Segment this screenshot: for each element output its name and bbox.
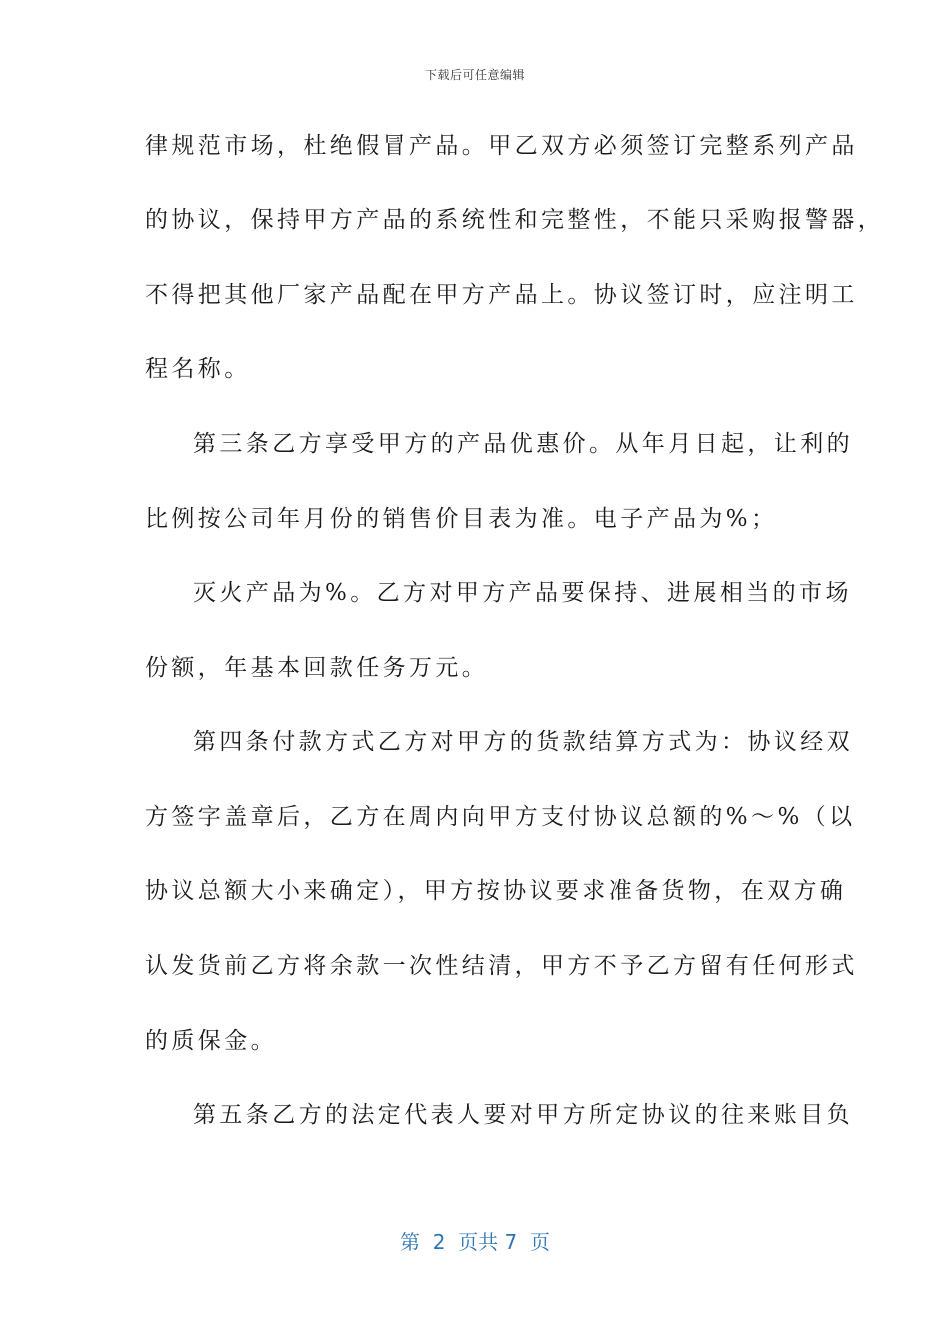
paragraph-start-line: 第三条乙方享受甲方的产品优惠价。从年月日起，让利的	[193, 431, 853, 457]
page-number-footer: 第 2 页共 7 页	[400, 1230, 550, 1254]
text-line: 协议总额大小来确定），甲方按协议要求准备货物，在双方确	[145, 878, 847, 904]
text-line: 方签字盖章后，乙方在周内向甲方支付协议总额的%～%（以	[145, 804, 856, 830]
text-line: 律规范市场，杜绝假冒产品。甲乙双方必须签订完整系列产品	[145, 133, 858, 159]
text-line: 比例按公司年月份的销售价目表为准。电子产品为%；	[145, 506, 778, 532]
paragraph-start-line: 第四条付款方式乙方对甲方的货款结算方式为：协议经双	[193, 729, 853, 755]
text-line: 份额，年基本回款任务万元。	[145, 655, 489, 681]
text-line: 认发货前乙方将余款一次性结清，甲方不予乙方留有任何形式	[145, 953, 858, 979]
text-line: 程名称。	[145, 356, 251, 382]
text-line: 的协议，保持甲方产品的系统性和完整性，不能只采购报警器，	[145, 207, 885, 233]
paragraph-start-line: 第五条乙方的法定代表人要对甲方所定协议的往来账目负	[193, 1102, 853, 1128]
paragraph-start-line: 灭火产品为%。乙方对甲方产品要保持、进展相当的市场	[193, 580, 852, 606]
text-line: 不得把其他厂家产品配在甲方产品上。协议签订时，应注明工	[145, 282, 858, 308]
text-line: 的质保金。	[145, 1028, 277, 1054]
header-note: 下载后可任意编辑	[424, 68, 525, 82]
